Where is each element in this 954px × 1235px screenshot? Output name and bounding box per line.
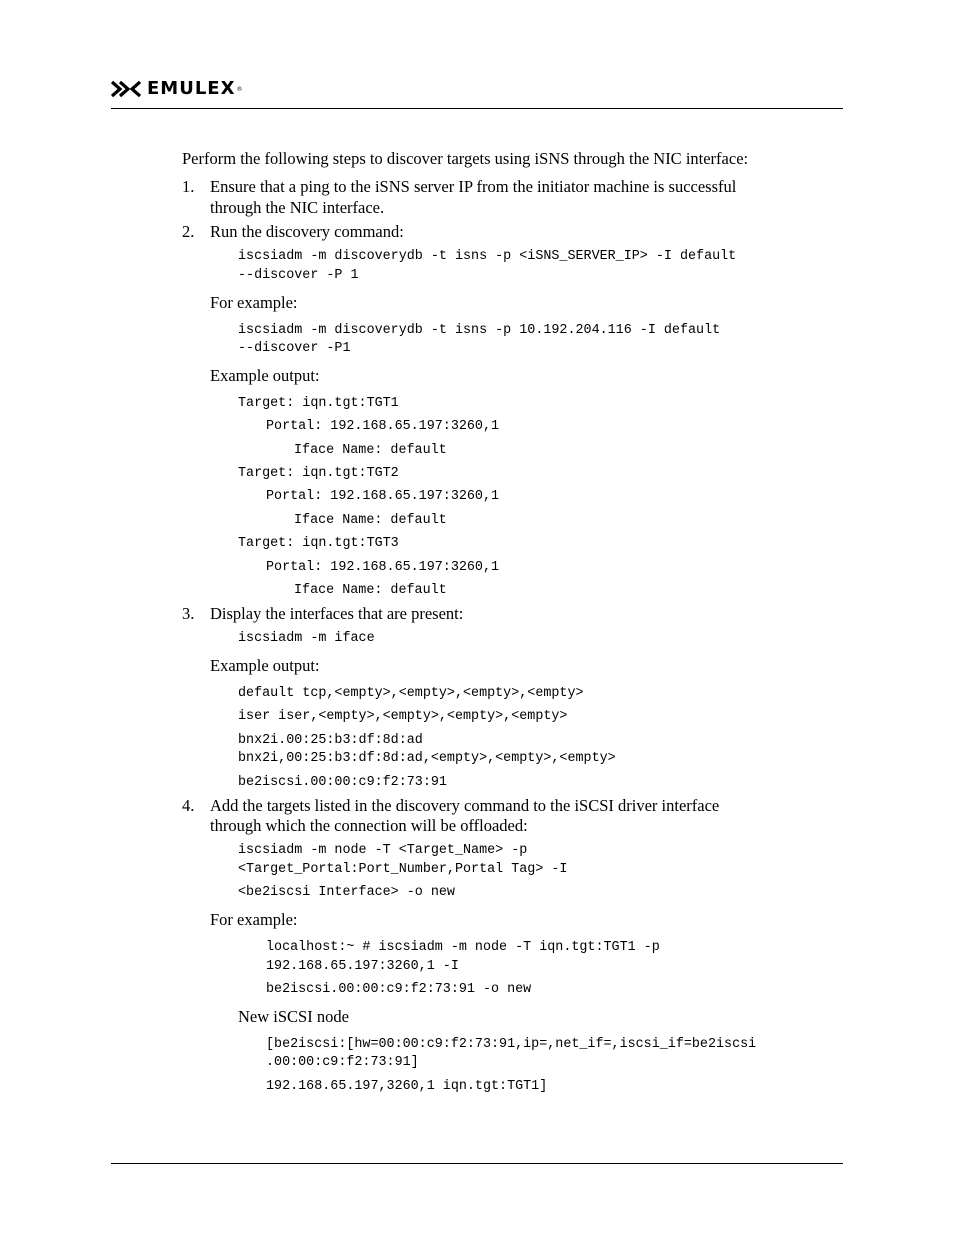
label-for-example: For example: [210,910,298,929]
code-line: --discover -P 1 [238,268,359,283]
label-example-output: Example output: [210,366,320,385]
step-text: through the NIC interface. [210,198,385,217]
header-rule [111,108,843,109]
step-number: 2. [182,222,195,241]
label-for-example: For example: [210,293,298,312]
code-line: iser iser,<empty>,<empty>,<empty>,<empty> [238,709,568,724]
code-line: .00:00:c9:f2:73:91] [266,1055,419,1070]
code-line: <be2iscsi Interface> -o new [238,885,455,900]
footer-rule [111,1163,843,1164]
step-text: Add the targets listed in the discovery command to the iSCSI driver interface [210,796,720,815]
label-example-output: Example output: [210,656,320,675]
label-new-iscsi-node: New iSCSI node [238,1007,349,1026]
code-line: 192.168.65.197,3260,1 iqn.tgt:TGT1] [266,1079,548,1094]
code-line: Portal: 192.168.65.197:3260,1 [266,560,500,575]
step-text: Ensure that a ping to the iSNS server IP from the initiator machine is successful [210,177,737,196]
code-line: iscsiadm -m discoverydb -t isns -p <iSNS_SERVER_IP> -I default [238,249,737,264]
code-line: Target: iqn.tgt:TGT3 [238,536,399,551]
code-line: localhost:~ # iscsiadm -m node -T iqn.tgt:TGT1 -p [266,940,660,955]
code-line: be2iscsi.00:00:c9:f2:73:91 [238,775,447,790]
code-line: Iface Name: default [294,583,447,598]
code-line: [be2iscsi:[hw=00:00:c9:f2:73:91,ip=,net_if=,iscsi_if=be2iscsi [266,1037,757,1052]
code-line: Target: iqn.tgt:TGT2 [238,466,399,481]
code-line: default tcp,<empty>,<empty>,<empty>,<empty> [238,686,584,701]
step-number: 1. [182,177,195,196]
code-line: Iface Name: default [294,513,447,528]
code-line: Portal: 192.168.65.197:3260,1 [266,489,500,504]
code-line: Portal: 192.168.65.197:3260,1 [266,419,500,434]
code-line: --discover -P1 [238,341,351,356]
code-line: be2iscsi.00:00:c9:f2:73:91 -o new [266,982,532,997]
code-line: 192.168.65.197:3260,1 -I [266,959,459,974]
brand-trademark: ® [236,85,243,93]
code-line: iscsiadm -m node -T <Target_Name> -p [238,843,528,858]
step-text: Display the interfaces that are present: [210,604,464,623]
step-text: Run the discovery command: [210,222,404,241]
code-line: bnx2i,00:25:b3:df:8d:ad,<empty>,<empty>,<empty> [238,751,616,766]
emulex-logo-icon [111,80,141,98]
page-header [111,80,242,98]
brand-name: EMULEX [147,78,236,99]
code-line: bnx2i.00:25:b3:df:8d:ad [238,733,423,748]
intro-paragraph: Perform the following steps to discover targets using iSNS through the NIC interface: [182,149,749,168]
code-line: iscsiadm -m iface [238,631,375,646]
code-line: <Target_Portal:Port_Number,Portal Tag> -I [238,862,568,877]
code-line: Iface Name: default [294,443,447,458]
step-number: 4. [182,796,195,815]
code-line: iscsiadm -m discoverydb -t isns -p 10.192.204.116 -I default [238,323,721,338]
step-text: through which the connection will be offloaded: [210,816,528,835]
code-line: Target: iqn.tgt:TGT1 [238,396,399,411]
step-number: 3. [182,604,195,623]
